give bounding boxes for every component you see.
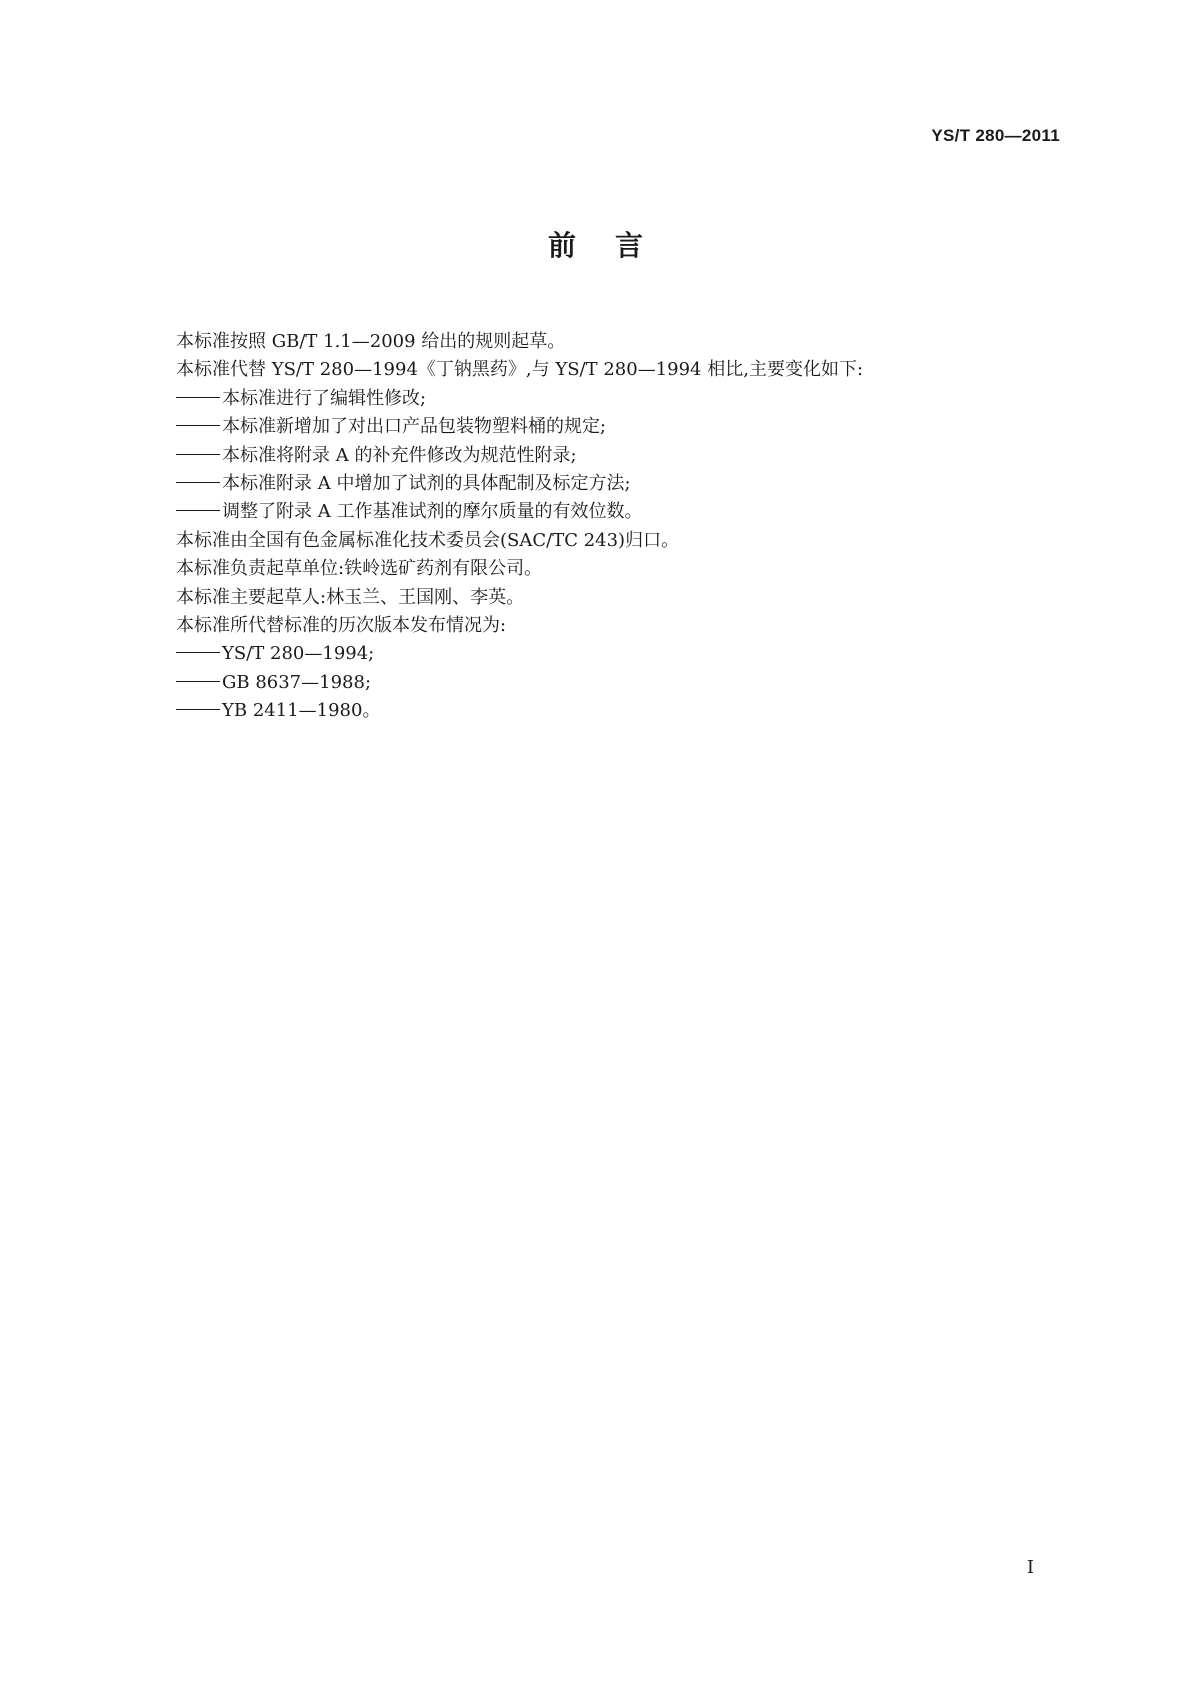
page-title: 前 言 <box>548 229 643 262</box>
change-item-text: 本标准将附录 A 的补充件修改为规范性附录; <box>222 444 577 466</box>
history-item <box>176 669 1056 697</box>
paragraph-drafting-unit: 本标准负责起草单位:铁岭选矿药剂有限公司。 <box>176 558 543 580</box>
foreword-body <box>176 328 1056 726</box>
history-item <box>176 697 1056 725</box>
em-dash-marker <box>176 454 220 455</box>
em-dash-marker <box>176 482 220 483</box>
document-code: YS/T 280—2011 <box>931 126 1060 145</box>
change-item <box>176 442 1056 470</box>
change-item-text: 调整了附录 A 工作基准试剂的摩尔质量的有效位数。 <box>222 501 643 523</box>
em-dash-marker <box>176 425 220 426</box>
em-dash-marker <box>176 510 220 511</box>
change-item-text: 本标准进行了编辑性修改; <box>222 387 427 409</box>
paragraph-drafters: 本标准主要起草人:林玉兰、王国刚、李英。 <box>176 586 525 608</box>
paragraph-replacement: 本标准代替 YS/T 280—1994《丁钠黑药》,与 YS/T 280—1994 相比,主要变化如下: <box>176 359 864 381</box>
em-dash-marker <box>176 681 220 682</box>
change-item <box>176 385 1056 413</box>
em-dash-marker <box>176 652 220 653</box>
history-item-text: GB 8637—1988; <box>222 671 372 693</box>
history-item-text: YS/T 280—1994; <box>222 643 375 665</box>
change-item <box>176 413 1056 441</box>
change-item-text: 本标准新增加了对出口产品包装物塑料桶的规定; <box>222 416 607 438</box>
em-dash-marker <box>176 397 220 398</box>
page-number: I <box>1026 1557 1034 1578</box>
change-item <box>176 498 1056 526</box>
history-item-text: YB 2411—1980。 <box>222 700 381 722</box>
em-dash-marker <box>176 709 220 710</box>
paragraph-drafting-rules: 本标准按照 GB/T 1.1—2009 给出的规则起草。 <box>176 331 566 352</box>
paragraph-technical-committee: 本标准由全国有色金属标准化技术委员会(SAC/TC 243)归口。 <box>176 529 680 551</box>
change-item <box>176 470 1056 498</box>
change-item-text: 本标准附录 A 中增加了试剂的具体配制及标定方法; <box>222 473 631 495</box>
paragraph-version-history: 本标准所代替标准的历次版本发布情况为: <box>176 615 507 637</box>
history-item <box>176 640 1056 668</box>
